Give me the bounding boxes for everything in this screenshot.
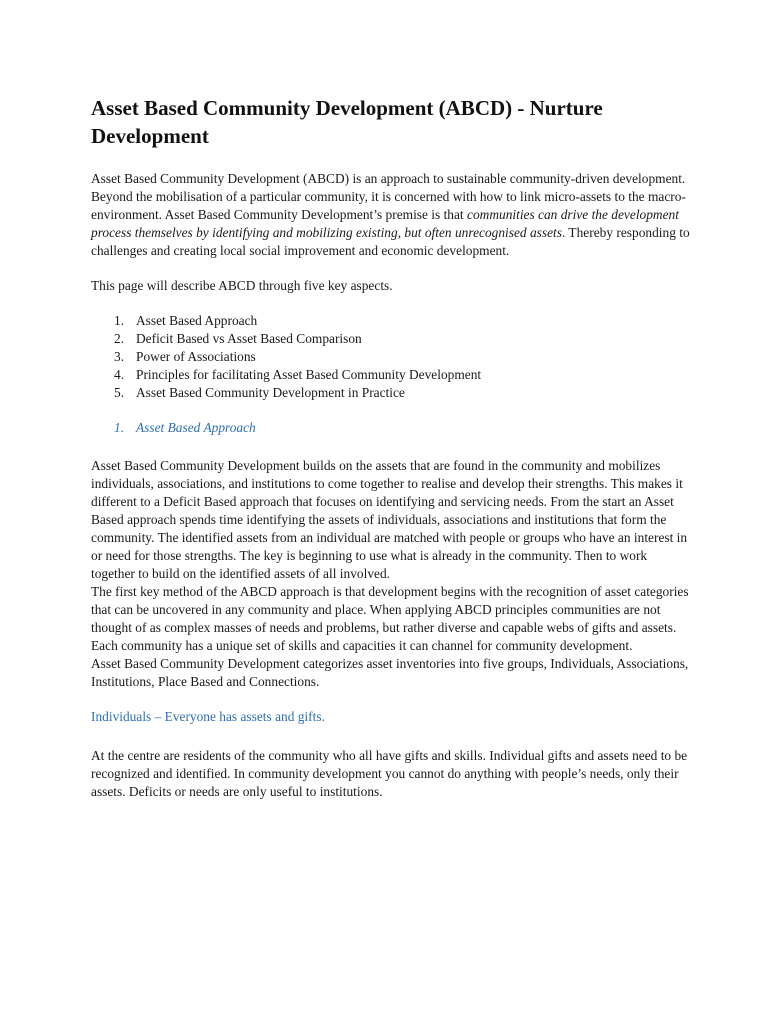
centre-paragraph: At the centre are residents of the community who all have gifts and skills. Individual gifts and assets need to be recognized and identified. In community development you cannot do anything with people’s needs, only their assets. Deficits or needs are only useful to institutions. (91, 748, 688, 799)
section-label: Asset Based Approach (136, 420, 256, 435)
list-number: 3. (114, 349, 125, 364)
list-item (91, 348, 691, 366)
section-number: 1. (114, 420, 125, 435)
document-content (91, 94, 691, 801)
list-number: 5. (114, 385, 125, 400)
first-key-paragraph: The first key method of the ABCD approach is that development begins with the recognition of asset categories that can be uncovered in any community and place. When applying ABCD principles communities are not thought of as complex masses of needs and problems, but rather diverse and capable webs of gifts and assets. Each community has a unique set of skills and capacities it can channel for community development. (91, 584, 689, 653)
list-item (91, 384, 691, 402)
section-heading-asset-based-approach (91, 419, 691, 437)
describe-paragraph: This page will describe ABCD through five key aspects. (91, 278, 393, 293)
list-label: Principles for facilitating Asset Based Community Development (136, 367, 482, 382)
list-number: 2. (114, 331, 125, 346)
intro-paragraph (91, 170, 691, 260)
categorizes-paragraph: Asset Based Community Development categorizes asset inventories into five groups, Individuals, Associations, Institutions, Place Based and Connections. (91, 656, 689, 689)
list-label: Asset Based Community Development in Practice (136, 385, 405, 400)
individuals-subheading: Individuals – Everyone has assets and gifts. (91, 709, 325, 724)
intro-text-end: . Thereby responding to challenges and creating local social improvement and economic development. (91, 225, 690, 258)
builds-paragraph: Asset Based Community Development builds on the assets that are found in the community and mobilizes individuals, associations, and institutions to come together to realise and develop their strengths. This makes it different to a Deficit Based approach that focuses on identifying and servicing needs. From the start an Asset Based approach spends time identifying the assets of individuals, associations and institutions that form the community. The identified assets from an individual are matched with people or groups who have an interest in or need for those strengths. The key is beginning to use what is already in the community. Then to work together to build on the identified assets of all involved. (91, 458, 688, 581)
list-label: Deficit Based vs Asset Based Comparison (136, 331, 362, 346)
document-title: Asset Based Community Development (ABCD) - Nurture Development (91, 96, 603, 148)
aspects-list (91, 312, 691, 402)
list-item (91, 312, 691, 330)
list-item (91, 366, 691, 384)
list-number: 4. (114, 367, 125, 382)
list-number: 1. (114, 313, 125, 328)
intro-emphasis: communities can drive the development process themselves by identifying and mobilizing existing, but often unrecognised assets (91, 207, 679, 240)
intro-text-start: Asset Based Community Development (ABCD) is an approach to sustainable community-driven development. Beyond the mobilisation of a particular community, it is concerned with how to link micro-assets to the macro-environment. Asset Based Community Development’s premise is that (91, 171, 686, 222)
list-label: Power of Associations (136, 349, 256, 364)
list-label: Asset Based Approach (136, 313, 258, 328)
list-item (91, 330, 691, 348)
